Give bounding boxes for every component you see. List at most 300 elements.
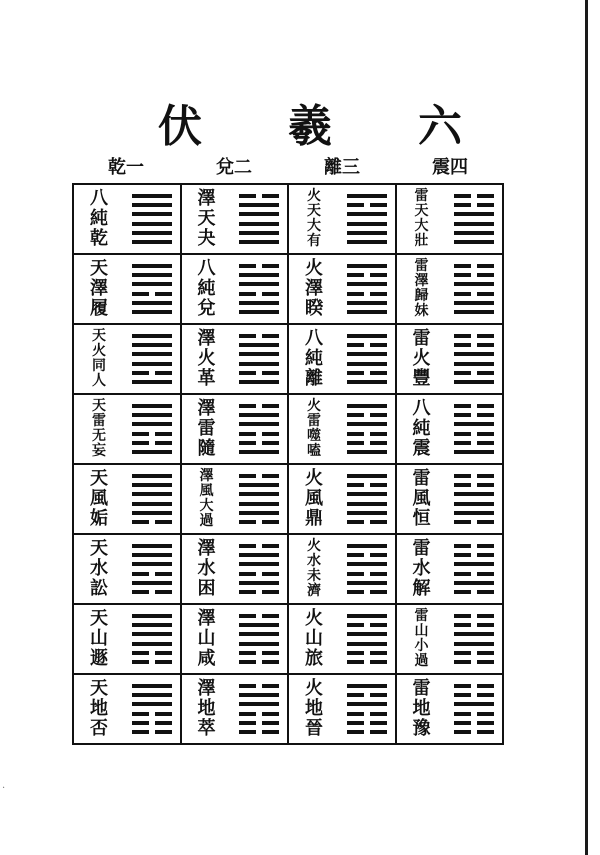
yang-line xyxy=(132,544,172,548)
yang-line xyxy=(132,264,172,268)
hexagram-symbol xyxy=(239,404,279,454)
name-character: 澤 xyxy=(197,538,216,559)
yang-line xyxy=(239,562,279,566)
name-character: 地 xyxy=(90,698,108,719)
yin-line xyxy=(347,730,387,734)
hexagram-cell xyxy=(288,394,396,464)
yin-line xyxy=(132,432,172,436)
yang-line xyxy=(347,492,387,496)
hexagram-symbol xyxy=(347,334,387,384)
yang-line xyxy=(454,502,494,506)
yang-line xyxy=(454,231,494,235)
hexagram-cell-content xyxy=(74,396,180,462)
name-character: 澤 xyxy=(305,278,323,299)
table-row xyxy=(73,534,503,604)
yin-line xyxy=(454,520,494,524)
yin-line xyxy=(347,623,387,627)
yin-line xyxy=(132,572,172,576)
name-character: 澤 xyxy=(90,278,108,299)
yang-line xyxy=(239,301,279,305)
yang-line xyxy=(132,404,172,408)
yin-line xyxy=(347,590,387,594)
hexagram-name xyxy=(299,399,329,459)
hexagram-symbol xyxy=(347,474,387,524)
hexagram-symbol xyxy=(132,334,172,384)
yin-line xyxy=(239,441,279,445)
hexagram-name xyxy=(192,679,222,739)
hexagram-name xyxy=(192,469,222,529)
yang-line xyxy=(239,240,279,244)
yin-line xyxy=(239,520,279,524)
name-character: 大 xyxy=(414,218,429,234)
hexagram-symbol xyxy=(454,404,494,454)
yin-line xyxy=(239,614,279,618)
yin-line xyxy=(347,660,387,664)
hexagram-table-body xyxy=(73,184,503,744)
yin-line xyxy=(347,273,387,277)
name-character: 八 xyxy=(197,258,216,279)
hexagram-cell-content xyxy=(182,676,288,742)
hexagram-cell-content xyxy=(182,256,288,322)
hexagram-cell xyxy=(73,324,181,394)
name-character: 雷 xyxy=(414,258,429,274)
hexagram-symbol xyxy=(132,474,172,524)
yin-line xyxy=(454,721,494,725)
hexagram-symbol xyxy=(347,194,387,244)
hexagram-cell-content xyxy=(74,676,180,742)
name-character: 澤 xyxy=(414,273,429,289)
name-character: 澤 xyxy=(197,328,216,349)
name-character: 咸 xyxy=(197,648,216,669)
hexagram-cell-content xyxy=(397,256,503,322)
name-character: 隨 xyxy=(197,438,216,459)
yang-line xyxy=(239,362,279,366)
hexagram-name xyxy=(407,539,437,599)
yang-line xyxy=(132,632,172,636)
hexagram-cell xyxy=(181,464,289,534)
yang-line xyxy=(132,623,172,627)
yin-line xyxy=(239,334,279,338)
yang-line xyxy=(347,301,387,305)
yang-line xyxy=(132,222,172,226)
yin-line xyxy=(347,371,387,375)
hexagram-cell-content xyxy=(289,606,395,672)
hexagram-name xyxy=(192,329,222,389)
name-character: 山 xyxy=(305,628,323,649)
yang-line xyxy=(347,422,387,426)
hexagram-cell xyxy=(73,254,181,324)
hexagram-name xyxy=(192,539,222,599)
yin-line xyxy=(454,684,494,688)
yang-line xyxy=(239,502,279,506)
hexagram-name xyxy=(299,539,329,599)
yang-line xyxy=(454,240,494,244)
hexagram-cell xyxy=(288,674,396,744)
yang-line xyxy=(454,422,494,426)
hexagram-cell-content xyxy=(397,186,503,252)
yang-line xyxy=(239,273,279,277)
name-character: 山 xyxy=(197,628,216,649)
hexagram-cell-content xyxy=(182,186,288,252)
hexagram-cell-content xyxy=(74,186,180,252)
name-character: 天 xyxy=(414,203,429,219)
name-character: 天 xyxy=(90,608,108,629)
yang-line xyxy=(132,212,172,216)
yin-line xyxy=(454,693,494,697)
name-character: 无 xyxy=(92,428,106,444)
yin-line xyxy=(239,404,279,408)
name-character: 火 xyxy=(305,258,323,279)
yang-line xyxy=(347,684,387,688)
yang-line xyxy=(132,413,172,417)
yin-line xyxy=(347,343,387,347)
yang-line xyxy=(454,642,494,646)
yin-line xyxy=(347,483,387,487)
hexagram-cell xyxy=(396,464,504,534)
name-character: 離 xyxy=(305,368,323,389)
hexagram-name xyxy=(407,469,437,529)
hexagram-name xyxy=(407,679,437,739)
name-character: 過 xyxy=(199,513,214,529)
yang-line xyxy=(239,702,279,706)
yang-line xyxy=(132,502,172,506)
yin-line xyxy=(347,292,387,296)
yang-line xyxy=(239,492,279,496)
name-character: 純 xyxy=(305,348,323,369)
yang-line xyxy=(239,623,279,627)
hexagram-cell xyxy=(396,394,504,464)
yin-line xyxy=(239,712,279,716)
hexagram-cell-content xyxy=(289,466,395,532)
hexagram-symbol xyxy=(132,614,172,664)
yang-line xyxy=(454,702,494,706)
name-character: 濟 xyxy=(307,583,321,599)
hexagram-cell xyxy=(181,674,289,744)
yang-line xyxy=(347,511,387,515)
name-character: 鼎 xyxy=(305,508,323,529)
yang-line xyxy=(239,581,279,585)
yang-line xyxy=(454,301,494,305)
hexagram-cell xyxy=(288,184,396,254)
yang-line xyxy=(454,581,494,585)
column-headers xyxy=(72,153,504,183)
name-character: 水 xyxy=(197,558,216,579)
yin-line xyxy=(454,404,494,408)
hexagram-cell xyxy=(396,254,504,324)
yang-line xyxy=(132,203,172,207)
name-character: 雷 xyxy=(92,413,106,429)
name-character: 雷 xyxy=(412,678,431,699)
yin-line xyxy=(132,590,172,594)
name-character: 震 xyxy=(412,438,431,459)
yang-line xyxy=(347,362,387,366)
hexagram-name xyxy=(299,469,329,529)
hexagram-cell xyxy=(288,324,396,394)
yang-line xyxy=(132,362,172,366)
hexagram-symbol xyxy=(454,474,494,524)
name-character: 火 xyxy=(305,678,323,699)
name-character: 革 xyxy=(197,368,216,389)
name-character: 火 xyxy=(307,398,321,414)
hexagram-cell xyxy=(288,604,396,674)
yang-line xyxy=(347,240,387,244)
hexagram-cell xyxy=(181,324,289,394)
hexagram-cell xyxy=(181,534,289,604)
hexagram-name xyxy=(192,399,222,459)
yang-line xyxy=(239,450,279,454)
yin-line xyxy=(454,660,494,664)
hexagram-cell-content xyxy=(397,606,503,672)
yin-line xyxy=(347,553,387,557)
name-character: 解 xyxy=(412,578,431,599)
yin-line xyxy=(132,651,172,655)
hexagram-name xyxy=(84,679,114,739)
yin-line xyxy=(347,651,387,655)
hexagram-cell xyxy=(73,464,181,534)
page-title xyxy=(150,92,470,152)
hexagram-symbol xyxy=(454,334,494,384)
yang-line xyxy=(132,693,172,697)
yang-line xyxy=(347,474,387,478)
yin-line xyxy=(454,413,494,417)
hexagram-cell-content xyxy=(74,536,180,602)
yin-line xyxy=(454,203,494,207)
yang-line xyxy=(347,334,387,338)
name-character: 豐 xyxy=(412,368,431,389)
yin-line xyxy=(239,572,279,576)
yang-line xyxy=(347,450,387,454)
hexagram-cell-content xyxy=(397,536,503,602)
name-character: 大 xyxy=(199,498,214,514)
yang-line xyxy=(132,474,172,478)
column-header: 離三 xyxy=(324,157,360,178)
page-edge-border xyxy=(585,0,588,855)
hexagram-symbol xyxy=(132,264,172,314)
name-character: 天 xyxy=(90,468,108,489)
yang-line xyxy=(239,553,279,557)
yang-line xyxy=(347,702,387,706)
yang-line xyxy=(454,450,494,454)
yang-line xyxy=(347,614,387,618)
name-character: 雷 xyxy=(197,418,216,439)
yang-line xyxy=(347,222,387,226)
yang-line xyxy=(132,422,172,426)
hexagram-cell xyxy=(181,184,289,254)
name-character: 風 xyxy=(90,488,108,509)
name-character: 困 xyxy=(197,578,216,599)
yang-line xyxy=(239,343,279,347)
hexagram-cell-content xyxy=(397,326,503,392)
hexagram-symbol xyxy=(454,194,494,244)
name-character: 山 xyxy=(414,623,429,639)
hexagram-symbol xyxy=(454,264,494,314)
name-character: 澤 xyxy=(197,188,216,209)
yang-line xyxy=(347,642,387,646)
name-character: 晉 xyxy=(305,718,323,739)
name-character: 火 xyxy=(307,538,321,554)
column-header: 兌二 xyxy=(216,157,252,178)
hexagram-symbol xyxy=(132,194,172,244)
name-character: 風 xyxy=(412,488,431,509)
name-character: 火 xyxy=(197,348,216,369)
yang-line xyxy=(239,511,279,515)
hexagram-cell xyxy=(396,184,504,254)
name-character: 山 xyxy=(90,628,108,649)
yang-line xyxy=(239,693,279,697)
yin-line xyxy=(239,371,279,375)
name-character: 八 xyxy=(412,398,431,419)
yin-line xyxy=(132,721,172,725)
name-character: 豫 xyxy=(412,718,431,739)
hexagram-table xyxy=(72,183,504,745)
yang-line xyxy=(132,352,172,356)
hexagram-name xyxy=(299,259,329,319)
yang-line xyxy=(132,310,172,314)
name-character: 天 xyxy=(90,678,108,699)
hexagram-cell-content xyxy=(397,676,503,742)
yin-line xyxy=(239,590,279,594)
hexagram-name xyxy=(84,469,114,529)
hexagram-cell xyxy=(73,394,181,464)
yang-line xyxy=(454,492,494,496)
hexagram-symbol xyxy=(239,194,279,244)
yin-line xyxy=(347,520,387,524)
hexagram-cell-content xyxy=(289,396,395,462)
name-character: 天 xyxy=(90,258,108,279)
yin-line xyxy=(239,292,279,296)
hexagram-cell xyxy=(73,604,181,674)
name-character: 澤 xyxy=(197,678,216,699)
yin-line xyxy=(132,441,172,445)
name-character: 水 xyxy=(412,558,431,579)
yin-line xyxy=(132,520,172,524)
yang-line xyxy=(239,413,279,417)
hexagram-symbol xyxy=(239,684,279,734)
yang-line xyxy=(347,282,387,286)
hexagram-cell xyxy=(288,464,396,534)
name-character: 雷 xyxy=(412,328,431,349)
yang-line xyxy=(239,282,279,286)
name-character: 噬 xyxy=(307,428,321,444)
yang-line xyxy=(454,562,494,566)
yang-line xyxy=(239,231,279,235)
hexagram-name xyxy=(84,539,114,599)
yang-line xyxy=(347,632,387,636)
yin-line xyxy=(239,721,279,725)
name-character: 純 xyxy=(90,208,108,229)
yin-line xyxy=(347,413,387,417)
yin-line xyxy=(239,730,279,734)
name-character: 八 xyxy=(90,188,108,209)
yin-line xyxy=(239,660,279,664)
hexagram-cell xyxy=(181,604,289,674)
name-character: 雷 xyxy=(414,608,429,624)
name-character: 地 xyxy=(412,698,431,719)
hexagram-cell-content xyxy=(289,676,395,742)
yang-line xyxy=(132,702,172,706)
hexagram-cell xyxy=(288,254,396,324)
yin-line xyxy=(239,474,279,478)
table-row xyxy=(73,674,503,744)
yang-line xyxy=(239,203,279,207)
hexagram-cell-content xyxy=(74,466,180,532)
yang-line xyxy=(132,483,172,487)
hexagram-cell-content xyxy=(182,606,288,672)
name-character: 遯 xyxy=(90,648,108,669)
yin-line xyxy=(454,483,494,487)
name-character: 八 xyxy=(305,328,323,349)
title-char: 羲 xyxy=(288,101,332,152)
hexagram-cell-content xyxy=(182,326,288,392)
yin-line xyxy=(454,371,494,375)
yin-line xyxy=(239,194,279,198)
hexagram-name xyxy=(299,189,329,249)
yang-line xyxy=(132,511,172,515)
name-character: 天 xyxy=(197,208,216,229)
yin-line xyxy=(454,544,494,548)
name-character: 雷 xyxy=(412,538,431,559)
table-row xyxy=(73,254,503,324)
name-character: 雷 xyxy=(414,188,429,204)
yang-line xyxy=(132,194,172,198)
yang-line xyxy=(454,511,494,515)
yin-line xyxy=(454,441,494,445)
yang-line xyxy=(132,301,172,305)
hexagram-cell xyxy=(288,534,396,604)
title-char: 六 xyxy=(418,101,462,152)
yang-line xyxy=(239,352,279,356)
name-character: 火 xyxy=(305,608,323,629)
yang-line xyxy=(347,194,387,198)
yang-line xyxy=(454,380,494,384)
table-row xyxy=(73,394,503,464)
yin-line xyxy=(132,292,172,296)
name-character: 過 xyxy=(414,653,429,669)
yang-line xyxy=(347,581,387,585)
yang-line xyxy=(454,282,494,286)
yin-line xyxy=(454,264,494,268)
yang-line xyxy=(132,282,172,286)
yang-line xyxy=(454,632,494,636)
name-character: 雷 xyxy=(307,413,321,429)
yang-line xyxy=(239,422,279,426)
name-character: 履 xyxy=(90,298,108,319)
name-character: 有 xyxy=(307,233,321,249)
hexagram-name xyxy=(192,189,222,249)
hexagram-symbol xyxy=(132,404,172,454)
yang-line xyxy=(347,544,387,548)
name-character: 純 xyxy=(412,418,431,439)
name-character: 水 xyxy=(90,558,108,579)
hexagram-symbol xyxy=(239,614,279,664)
yang-line xyxy=(239,642,279,646)
hexagram-cell xyxy=(73,534,181,604)
yin-line xyxy=(454,712,494,716)
name-character: 天 xyxy=(90,538,108,559)
yin-line xyxy=(454,590,494,594)
hexagram-cell xyxy=(181,394,289,464)
hexagram-symbol xyxy=(454,684,494,734)
column-header: 乾一 xyxy=(108,157,144,178)
name-character: 澤 xyxy=(199,468,214,484)
yin-line xyxy=(347,572,387,576)
yang-line xyxy=(132,380,172,384)
yang-line xyxy=(239,212,279,216)
hexagram-cell-content xyxy=(182,536,288,602)
yang-line xyxy=(132,614,172,618)
yin-line xyxy=(347,693,387,697)
yin-line xyxy=(347,441,387,445)
